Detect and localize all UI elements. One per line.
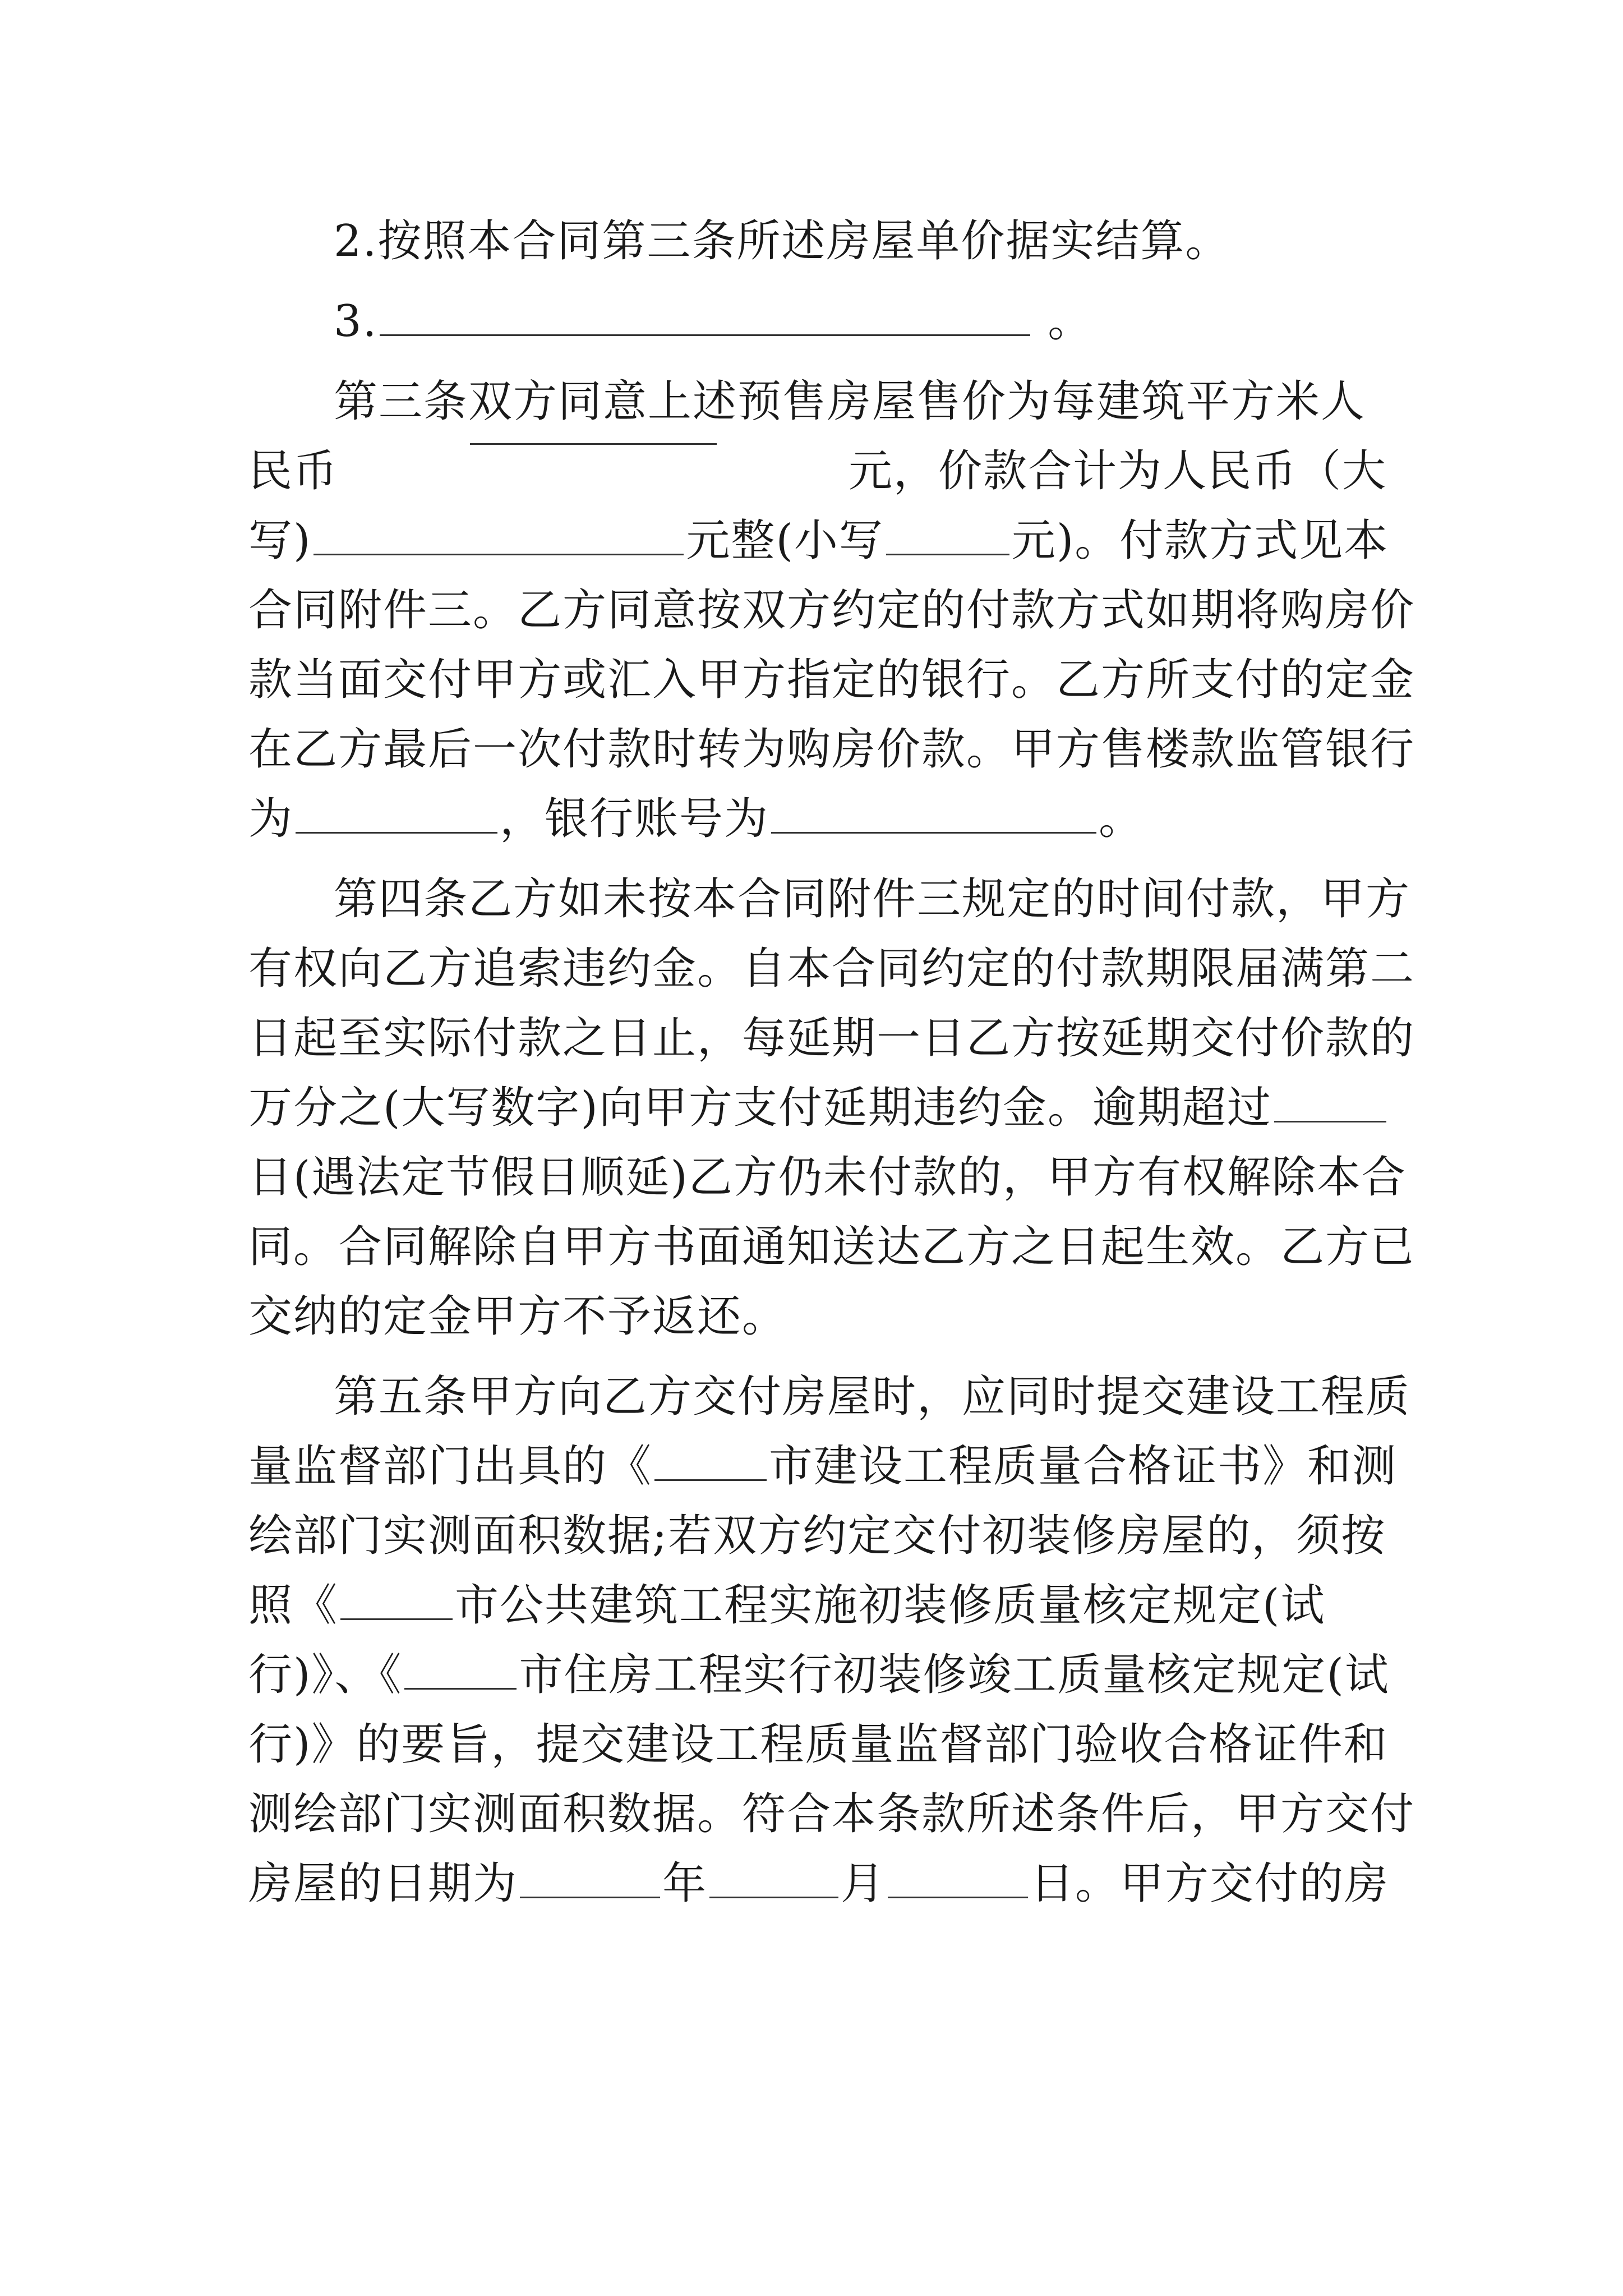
text-line: 市住房工程实行初装修竣工质量核定规定(试 bbox=[519, 1650, 1390, 1700]
fill-blank-year[interactable] bbox=[520, 1897, 660, 1898]
fill-blank-city[interactable] bbox=[404, 1688, 517, 1690]
text-line-row bbox=[248, 1010, 1415, 1066]
text-line: 有权向乙方追索违约金。自本合同约定的付款期限届满第二 bbox=[248, 944, 1415, 994]
fill-blank-total-upper[interactable] bbox=[313, 554, 684, 555]
text-line-row bbox=[248, 1508, 1387, 1564]
text-line: 2.按照本合同第三条所述房屋单价据实结算。 bbox=[334, 216, 1230, 266]
clause-4-overdue-line bbox=[248, 1080, 1387, 1136]
fill-blank-month[interactable] bbox=[709, 1897, 838, 1898]
text-line: 年 bbox=[662, 1858, 708, 1909]
clause-3-bank-line bbox=[248, 791, 1387, 847]
text-line: ，银行账号为 bbox=[500, 794, 769, 844]
fill-blank-total-lower[interactable] bbox=[886, 554, 1009, 555]
clause-5-housing-rule-line bbox=[248, 1647, 1390, 1703]
fill-blank-city[interactable] bbox=[654, 1479, 767, 1481]
text-line-row bbox=[248, 721, 1415, 777]
clause-4-heading-line bbox=[334, 871, 1472, 927]
text-line: 行)》、《 bbox=[248, 1650, 403, 1700]
clause-3-total-line bbox=[248, 513, 1387, 569]
clause-5-public-rule-line bbox=[248, 1577, 1387, 1634]
clause-2-item-2 bbox=[334, 213, 1472, 269]
fill-blank-day[interactable] bbox=[888, 1897, 1028, 1898]
text-line: 房屋的日期为 bbox=[248, 1858, 518, 1909]
text-line: 照《 bbox=[248, 1580, 339, 1631]
text-line-row bbox=[248, 652, 1415, 708]
text-line: 为 bbox=[248, 794, 294, 844]
clause-2-item-3 bbox=[334, 293, 1472, 349]
text-line-row bbox=[248, 1786, 1415, 1842]
text-line: 万分之(大写数字)向甲方支付延期违约金。逾期超过 bbox=[248, 1083, 1272, 1133]
text-line: 月 bbox=[841, 1858, 886, 1909]
text-line: 在乙方最后一次付款时转为购房价款。甲方售楼款监管银行 bbox=[248, 724, 1415, 775]
text-line: 合同附件三。乙方同意按双方约定的付款方式如期将购房价 bbox=[248, 585, 1415, 636]
text-line: 市建设工程质量合格证书》和测 bbox=[769, 1441, 1398, 1492]
text-line: 第三条双方同意上述预售房屋售价为每建筑平方米人 bbox=[334, 376, 1366, 427]
text-line: 款当面交付甲方或汇入甲方指定的银行。乙方所支付的定金 bbox=[248, 655, 1415, 705]
fill-blank[interactable] bbox=[380, 334, 1030, 336]
fill-blank-bank[interactable] bbox=[296, 832, 497, 834]
text-line: 民币 bbox=[248, 446, 339, 496]
text-line-row bbox=[248, 1149, 1407, 1205]
text-line: 。 bbox=[1048, 296, 1093, 347]
text-line: 行)》的要旨，提交建设工程质量监督部门验收合格证件和 bbox=[248, 1719, 1389, 1770]
text-line: 元整(小写 bbox=[686, 516, 884, 566]
text-line: 同。合同解除自甲方书面通知送达乙方之日起生效。乙方已 bbox=[248, 1222, 1415, 1272]
text-line-row bbox=[248, 1289, 1387, 1345]
clause-5-heading-line bbox=[334, 1369, 1472, 1425]
text-line: 日(遇法定节假日顺延)乙方仍未付款的，甲方有权解除本合 bbox=[248, 1152, 1407, 1203]
text-line: 。 bbox=[1099, 794, 1144, 844]
text-line-row bbox=[248, 1219, 1415, 1275]
fill-blank-unit-price[interactable] bbox=[470, 443, 717, 445]
fill-blank-overdue-days[interactable] bbox=[1274, 1121, 1386, 1122]
text-line: 元，价款合计为人民币（大 bbox=[848, 446, 1387, 496]
text-line: 写) bbox=[248, 516, 312, 566]
text-line: 交纳的定金甲方不予返还。 bbox=[248, 1291, 787, 1342]
clause-5-cert-line bbox=[248, 1438, 1398, 1494]
clause-3-heading-line bbox=[334, 374, 1472, 430]
text-line-row bbox=[248, 941, 1415, 997]
text-line: 市公共建筑工程实施初装修质量核定规定(试 bbox=[455, 1580, 1326, 1631]
text-line: 量监督部门出具的《 bbox=[248, 1441, 653, 1492]
text-line: 测绘部门实测面积数据。符合本条款所述条件后，甲方交付 bbox=[248, 1789, 1415, 1839]
fill-blank-account[interactable] bbox=[771, 832, 1096, 834]
text-line: 3. bbox=[334, 296, 378, 347]
text-line: 元)。付款方式见本 bbox=[1011, 516, 1389, 566]
clause-3-price-line bbox=[248, 443, 1387, 499]
text-line: 第四条乙方如未按本合同附件三规定的时间付款，甲方 bbox=[334, 874, 1411, 924]
fill-blank-city[interactable] bbox=[340, 1618, 453, 1620]
clause-5-date-line bbox=[248, 1856, 1390, 1912]
text-line: 第五条甲方向乙方交付房屋时，应同时提交建设工程质 bbox=[334, 1372, 1411, 1422]
text-line: 日。甲方交付的房 bbox=[1030, 1858, 1390, 1909]
text-line: 绘部门实测面积数据;若双方约定交付初装修房屋的，须按 bbox=[248, 1511, 1386, 1561]
text-line-row bbox=[248, 582, 1415, 638]
text-line-row bbox=[248, 1717, 1387, 1773]
text-line: 日起至实际付款之日止，每延期一日乙方按延期交付价款的 bbox=[248, 1013, 1415, 1064]
